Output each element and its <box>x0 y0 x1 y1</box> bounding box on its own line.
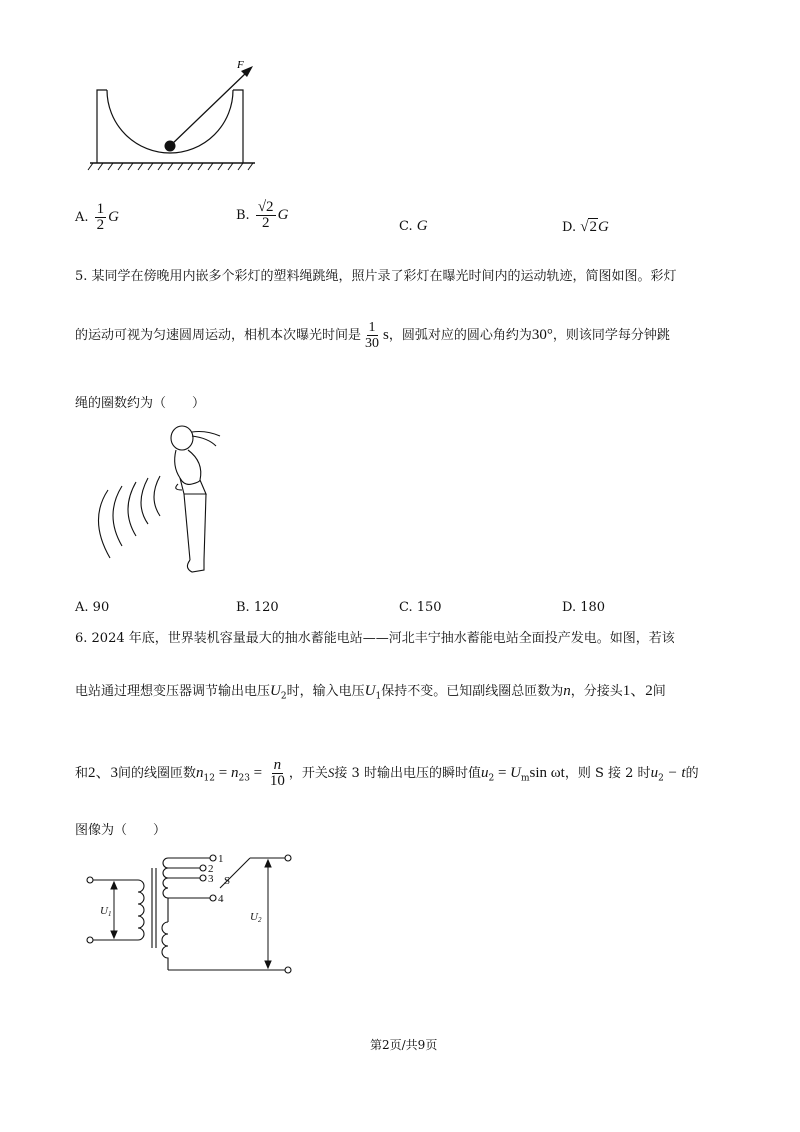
fraction: $\frac{√2}{2}$ <box>257 199 274 231</box>
u2-label: U2 <box>250 911 262 924</box>
q6-line4: 图像为（ ） <box>75 823 167 838</box>
transformer-circuit <box>80 840 300 980</box>
option-label: C. <box>399 219 413 234</box>
q6-line3: 和2、3间的线圈匝数$n_{12} = n_{23}$ = $\frac{n}{10}$ ，开关S接 3 时输出电压的瞬时值$u_2 = U_m\sin$ ωt，则 S 接 2 时$u_2 - t$的 <box>75 757 699 789</box>
fraction: $\frac{1}{2}$ <box>96 201 105 233</box>
option-label: B. <box>236 208 250 223</box>
switch-label: S <box>224 875 231 887</box>
q4-option-d[interactable]: D. √2G <box>562 219 609 235</box>
option-label: A. <box>75 210 89 225</box>
q5-line3: 绳的圈数约为（ ） <box>75 396 206 411</box>
q4-option-c[interactable]: C. G <box>399 218 428 234</box>
force-label: F <box>237 59 244 71</box>
q5-line2: 的运动可视为匀速圆周运动，相机本次曝光时间是 $\frac{1}{30}$ s，圆弧对应的圆心角约为30°，则该同学每分钟跳 <box>75 320 670 351</box>
q5-option-d[interactable]: D. 180 <box>562 600 606 615</box>
jump-rope-figure <box>80 420 240 580</box>
page-footer: 第2页/共9页 <box>370 1038 438 1052</box>
q6-line1: 6. 2024 年底，世界装机容量最大的抽水蓄能电站——河北丰宁抽水蓄能电站全面投产发电。如图，若该 <box>75 631 675 646</box>
bowl-figure <box>85 58 265 173</box>
tap-4-label: 4 <box>218 893 224 905</box>
tap-2-label: 2 <box>208 863 214 875</box>
u1-label: U1 <box>100 905 112 918</box>
q5-option-c[interactable]: C. 150 <box>399 600 442 615</box>
q4-option-b[interactable]: B. $\frac{√2}{2}$ G <box>236 199 289 231</box>
tap-3-label: 3 <box>208 873 214 885</box>
q5-option-a[interactable]: A. 90 <box>75 600 110 615</box>
q5-line1: 5. 某同学在傍晚用内嵌多个彩灯的塑料绳跳绳，照片录了彩灯在曝光时间内的运动轨迹，简图如图。彩灯 <box>75 269 677 284</box>
q5-option-b[interactable]: B. 120 <box>236 600 279 615</box>
q6-line2: 电站通过理想变压器调节输出电压$U_2$时，输入电压$U_1$保持不变。已知副线圈总匝数为n，分接头1、2间 <box>75 683 666 702</box>
option-label: D. <box>562 220 577 235</box>
q4-option-a[interactable]: A. $\frac{1}{2}$ G <box>75 201 120 233</box>
tap-1-label: 1 <box>218 853 224 865</box>
